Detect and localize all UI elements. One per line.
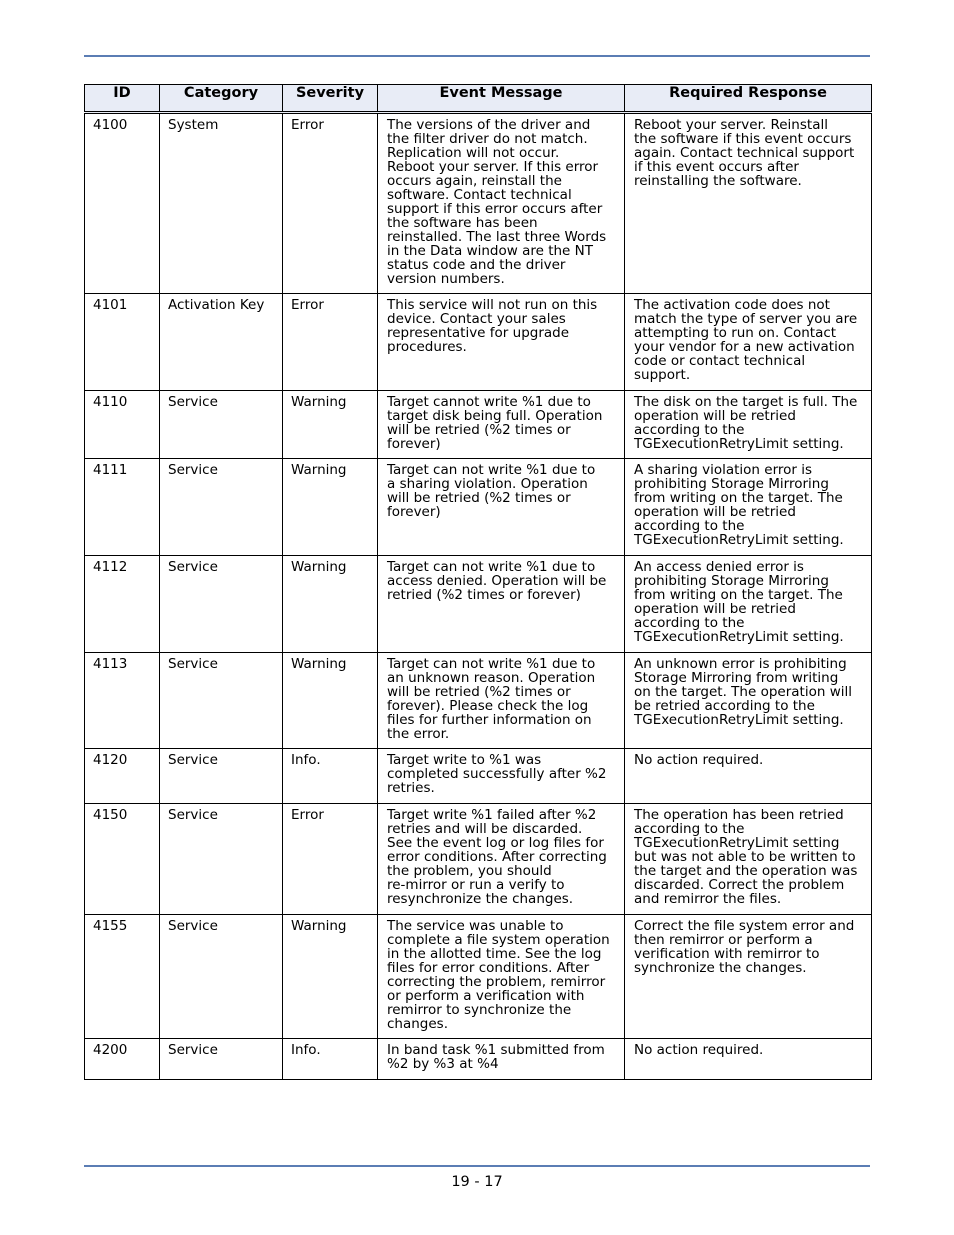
event-message: The versions of the driver and the filter driver do not match. Replication will not occur. Reboot your server. If this error occurs again, reinstall the software. Contact technical support if this error occurs after the software has been reinstalled. The last three Words in the Data window are the NT status code and the driver version numbers. <box>378 113 625 294</box>
footer-rule <box>84 1165 870 1167</box>
table-row <box>85 294 872 391</box>
table-row <box>85 749 872 804</box>
column-header-id: ID <box>85 85 160 113</box>
event-id: 4100 <box>85 113 160 294</box>
event-category: System <box>160 113 283 294</box>
event-category: Service <box>160 459 283 556</box>
event-id: 4101 <box>85 294 160 391</box>
event-message: Target cannot write %1 due to target disk being full. Operation will be retried (%2 times or forever) <box>378 391 625 459</box>
event-category: Service <box>160 556 283 653</box>
event-severity: Info. <box>283 749 378 804</box>
event-category: Service <box>160 915 283 1039</box>
event-category: Service <box>160 804 283 915</box>
required-response: No action required. <box>625 1039 872 1080</box>
event-severity: Info. <box>283 1039 378 1080</box>
event-severity: Error <box>283 804 378 915</box>
event-severity: Error <box>283 113 378 294</box>
event-message: The service was unable to complete a file system operation in the allotted time. See the log files for error conditions. After correcting the problem, remirror or perform a verification with remirror to synchronize the changes. <box>378 915 625 1039</box>
event-severity: Warning <box>283 459 378 556</box>
table-row <box>85 915 872 1039</box>
event-id: 4150 <box>85 804 160 915</box>
event-id: 4110 <box>85 391 160 459</box>
event-severity: Warning <box>283 653 378 749</box>
table-row <box>85 653 872 749</box>
event-id: 4113 <box>85 653 160 749</box>
event-message: Target write %1 failed after %2 retries and will be discarded. See the event log or log files for error conditions. After correcting the problem, you should re-mirror or run a verify to resynchronize the changes. <box>378 804 625 915</box>
table-row <box>85 391 872 459</box>
event-message: Target write to %1 was completed successfully after %2 retries. <box>378 749 625 804</box>
event-message: In band task %1 submitted from %2 by %3 at %4 <box>378 1039 625 1080</box>
required-response: An unknown error is prohibiting Storage Mirroring from writing on the target. The operation will be retried according to the TGExecutionRetryLimit setting. <box>625 653 872 749</box>
event-message: Target can not write %1 due to an unknown reason. Operation will be retried (%2 times or forever). Please check the log files for further information on the error. <box>378 653 625 749</box>
table-row <box>85 804 872 915</box>
table-row <box>85 459 872 556</box>
required-response: No action required. <box>625 749 872 804</box>
required-response: The operation has been retried according to the TGExecutionRetryLimit setting but was not able to be written to the target and the operation was discarded. Correct the problem and remirror the files. <box>625 804 872 915</box>
column-header-severity: Severity <box>283 85 378 113</box>
column-header-category: Category <box>160 85 283 113</box>
table-row <box>85 113 872 294</box>
required-response: An access denied error is prohibiting Storage Mirroring from writing on the target. The operation will be retried according to the TGExecutionRetryLimit setting. <box>625 556 872 653</box>
event-id: 4200 <box>85 1039 160 1080</box>
event-id: 4111 <box>85 459 160 556</box>
event-id: 4112 <box>85 556 160 653</box>
event-message: This service will not run on this device. Contact your sales representative for upgrade procedures. <box>378 294 625 391</box>
required-response: Reboot your server. Reinstall the software if this event occurs again. Contact technical support if this event occurs after reinstalling the software. <box>625 113 872 294</box>
event-id: 4155 <box>85 915 160 1039</box>
event-category: Service <box>160 391 283 459</box>
event-severity: Warning <box>283 915 378 1039</box>
event-category: Service <box>160 749 283 804</box>
required-response: The disk on the target is full. The operation will be retried according to the TGExecutionRetryLimit setting. <box>625 391 872 459</box>
required-response: Correct the file system error and then remirror or perform a verification with remirror to synchronize the changes. <box>625 915 872 1039</box>
event-category: Service <box>160 653 283 749</box>
event-severity: Warning <box>283 556 378 653</box>
event-severity: Error <box>283 294 378 391</box>
event-id: 4120 <box>85 749 160 804</box>
column-header-required-response: Required Response <box>625 85 872 113</box>
table-header <box>85 85 872 113</box>
event-category: Service <box>160 1039 283 1080</box>
event-severity: Warning <box>283 391 378 459</box>
event-message: Target can not write %1 due to a sharing violation. Operation will be retried (%2 times or forever) <box>378 459 625 556</box>
event-table <box>84 84 872 1080</box>
table-row <box>85 1039 872 1080</box>
column-header-event-message: Event Message <box>378 85 625 113</box>
table-row <box>85 556 872 653</box>
required-response: A sharing violation error is prohibiting Storage Mirroring from writing on the target. The operation will be retried according to the TGExecutionRetryLimit setting. <box>625 459 872 556</box>
event-category: Activation Key <box>160 294 283 391</box>
page-number: 19 - 17 <box>451 1174 503 1190</box>
required-response: The activation code does not match the type of server you are attempting to run on. Contact your vendor for a new activation code or contact technical support. <box>625 294 872 391</box>
header-rule <box>84 55 870 57</box>
event-message: Target can not write %1 due to access denied. Operation will be retried (%2 times or forever) <box>378 556 625 653</box>
